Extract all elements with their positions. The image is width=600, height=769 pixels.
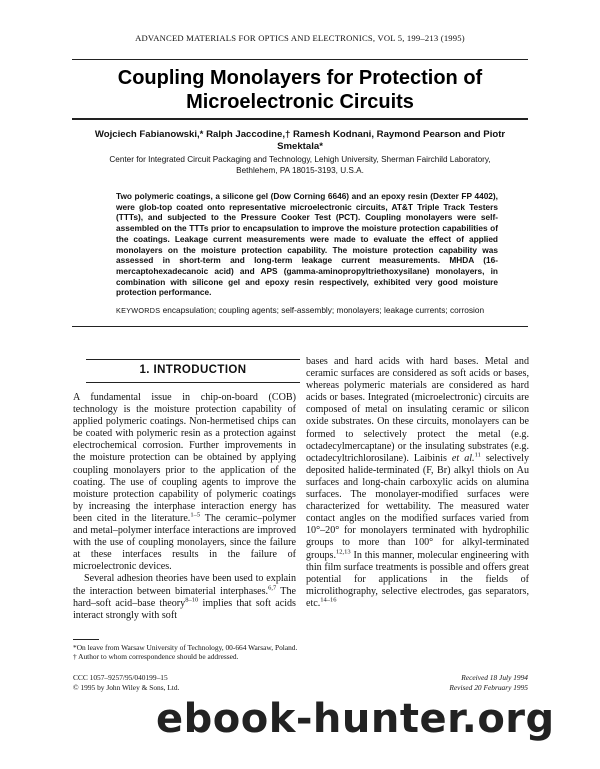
affiliation [90, 155, 510, 176]
copyright-line: © 1995 by John Wiley & Sons, Ltd. [73, 682, 180, 692]
abstract: Two polymeric coatings, a silicone gel (Dow Corning 6646) and an epoxy resin (Dexter FP 4402), were glob-top coated onto representative microelectronic circuits, AT&T Triple Track Testers (TTTs), and subjected to the Pressure Cooker Test (PCT). Coupling monolayers were self- assembled on the TTTs prior to encapsulation to improve the moisture protection capabilities of the coatings. Leakage current measurements were made to evaluate the effect of applied monolayers on the moisture protection capability. The moisture protection capability was assessed in short-term and long-term leakage current measurements. MHDA (16-mercaptohexadecanoic acid) and APS (gamma-aminopropyltriethoxysilane) monolayers, in combination with silicone gel and epoxy resin respectively, exhibited very good moisture protection performance. [116, 191, 498, 298]
left-column [73, 392, 296, 622]
top-rule [72, 59, 528, 60]
revised-date: Revised 20 February 1995 [449, 682, 528, 692]
footnote-1: *On leave from Warsaw University of Technology, 00-664 Warsaw, Poland. [73, 643, 298, 652]
watermark: ebook-hunter.org [156, 696, 555, 742]
affiliation-line-1: Center for Integrated Circuit Packaging and Technology, Lehigh University, Sherman Fairchild Laboratory, [109, 155, 491, 164]
title-rule [72, 118, 528, 120]
section-heading: 1. INTRODUCTION [86, 359, 300, 383]
ccc-line: CCC 1057–9257/95/040199–15 [73, 673, 168, 682]
authors [90, 129, 510, 153]
ccc-block [73, 673, 179, 692]
intro-paragraph-1: A fundamental issue in chip-on-board (COB) technology is the moisture protection capability of applied polymeric coatings. Non-hermetised chips can be coated with polymeric resin as a protection against electrochemical corrosion. Further improvements in the moisture protection can be obtained by applying coupling monolayers prior to the application of the coating. The use of coupling agents to improve the moisture protection capability of polymeric coatings by increasing the interphase interaction energy has been cited in the literature.$^{1-5}$ The ceramic–polymer and metal–polymer interface interactions are improved with the use of coupling monolayers, since the failure at these interfaces results in the failure of microelectronic devices. [73, 392, 296, 573]
footnotes [73, 643, 493, 661]
footnote-rule [73, 639, 99, 640]
received-date: Received 18 July 1994 [461, 673, 528, 682]
intro-paragraph-3: bases and hard acids with hard bases. Metal and ceramic surfaces are considered as soft acids or bases, whereas polymeric materials are considered as hard acids or bases. Integrated (microelectronic) circuits are composed of metal on insulating ceramic or silicon oxide substrates. On these circuits, monolayers can be formed to selectively protect the metal (e.g. octadecylmercaptane) or the insulating substrates (e.g. octadecyltrichlorosilane). Laibinis et al.$^{11}$ selectively deposited halide-terminated (F, Br) alkyl thiols on Au surfaces and long-chain carboxylic acids on alumina surfaces. The monolayer-modified surfaces were characterized for wettability. The measured water contact angles on the modified surfaces varied from 10°–20° for monolayers terminated with hydrophilic groups to more than 100° for alkyl-terminated groups.$^{12,13}$ In this manner, molecular engineering with thin film surface treatments is possible and offers great potential for applications in the fields of microlithography, selective electrodes, gas separators, etc.$^{14-16}$ [306, 356, 529, 609]
title-line-2: Microelectronic Circuits [186, 91, 414, 113]
keywords [116, 305, 516, 315]
footnote-2: † Author to whom correspondence should be addressed. [73, 652, 239, 661]
journal-header: ADVANCED MATERIALS FOR OPTICS AND ELECTRONICS, VOL 5, 199–213 (1995) [135, 33, 465, 43]
affiliation-line-2: Bethlehem, PA 18015-3193, U.S.A. [236, 165, 364, 175]
keywords-label: KEYWORDS [116, 306, 161, 315]
abstract-rule [72, 326, 528, 327]
authors-line-2: Smektala* [277, 141, 323, 152]
keywords-text: encapsulation; coupling agents; self-assembly; monolayers; leakage currents; corrosion [162, 305, 485, 315]
paper-title [60, 66, 540, 114]
intro-paragraph-2: Several adhesion theories have been used to explain the interaction between bimaterial interphases.$^{6,7}$ The hard–soft acid–base theory$^{8-10}$ implies that soft acids interact strongly with soft [73, 573, 296, 621]
received-block [380, 673, 528, 692]
title-line-1: Coupling Monolayers for Protection of [117, 67, 483, 89]
right-column [306, 356, 529, 610]
authors-line-1: Wojciech Fabianowski,* Ralph Jaccodine,† Ramesh Kodnani, Raymond Pearson and Piotr [94, 129, 506, 140]
